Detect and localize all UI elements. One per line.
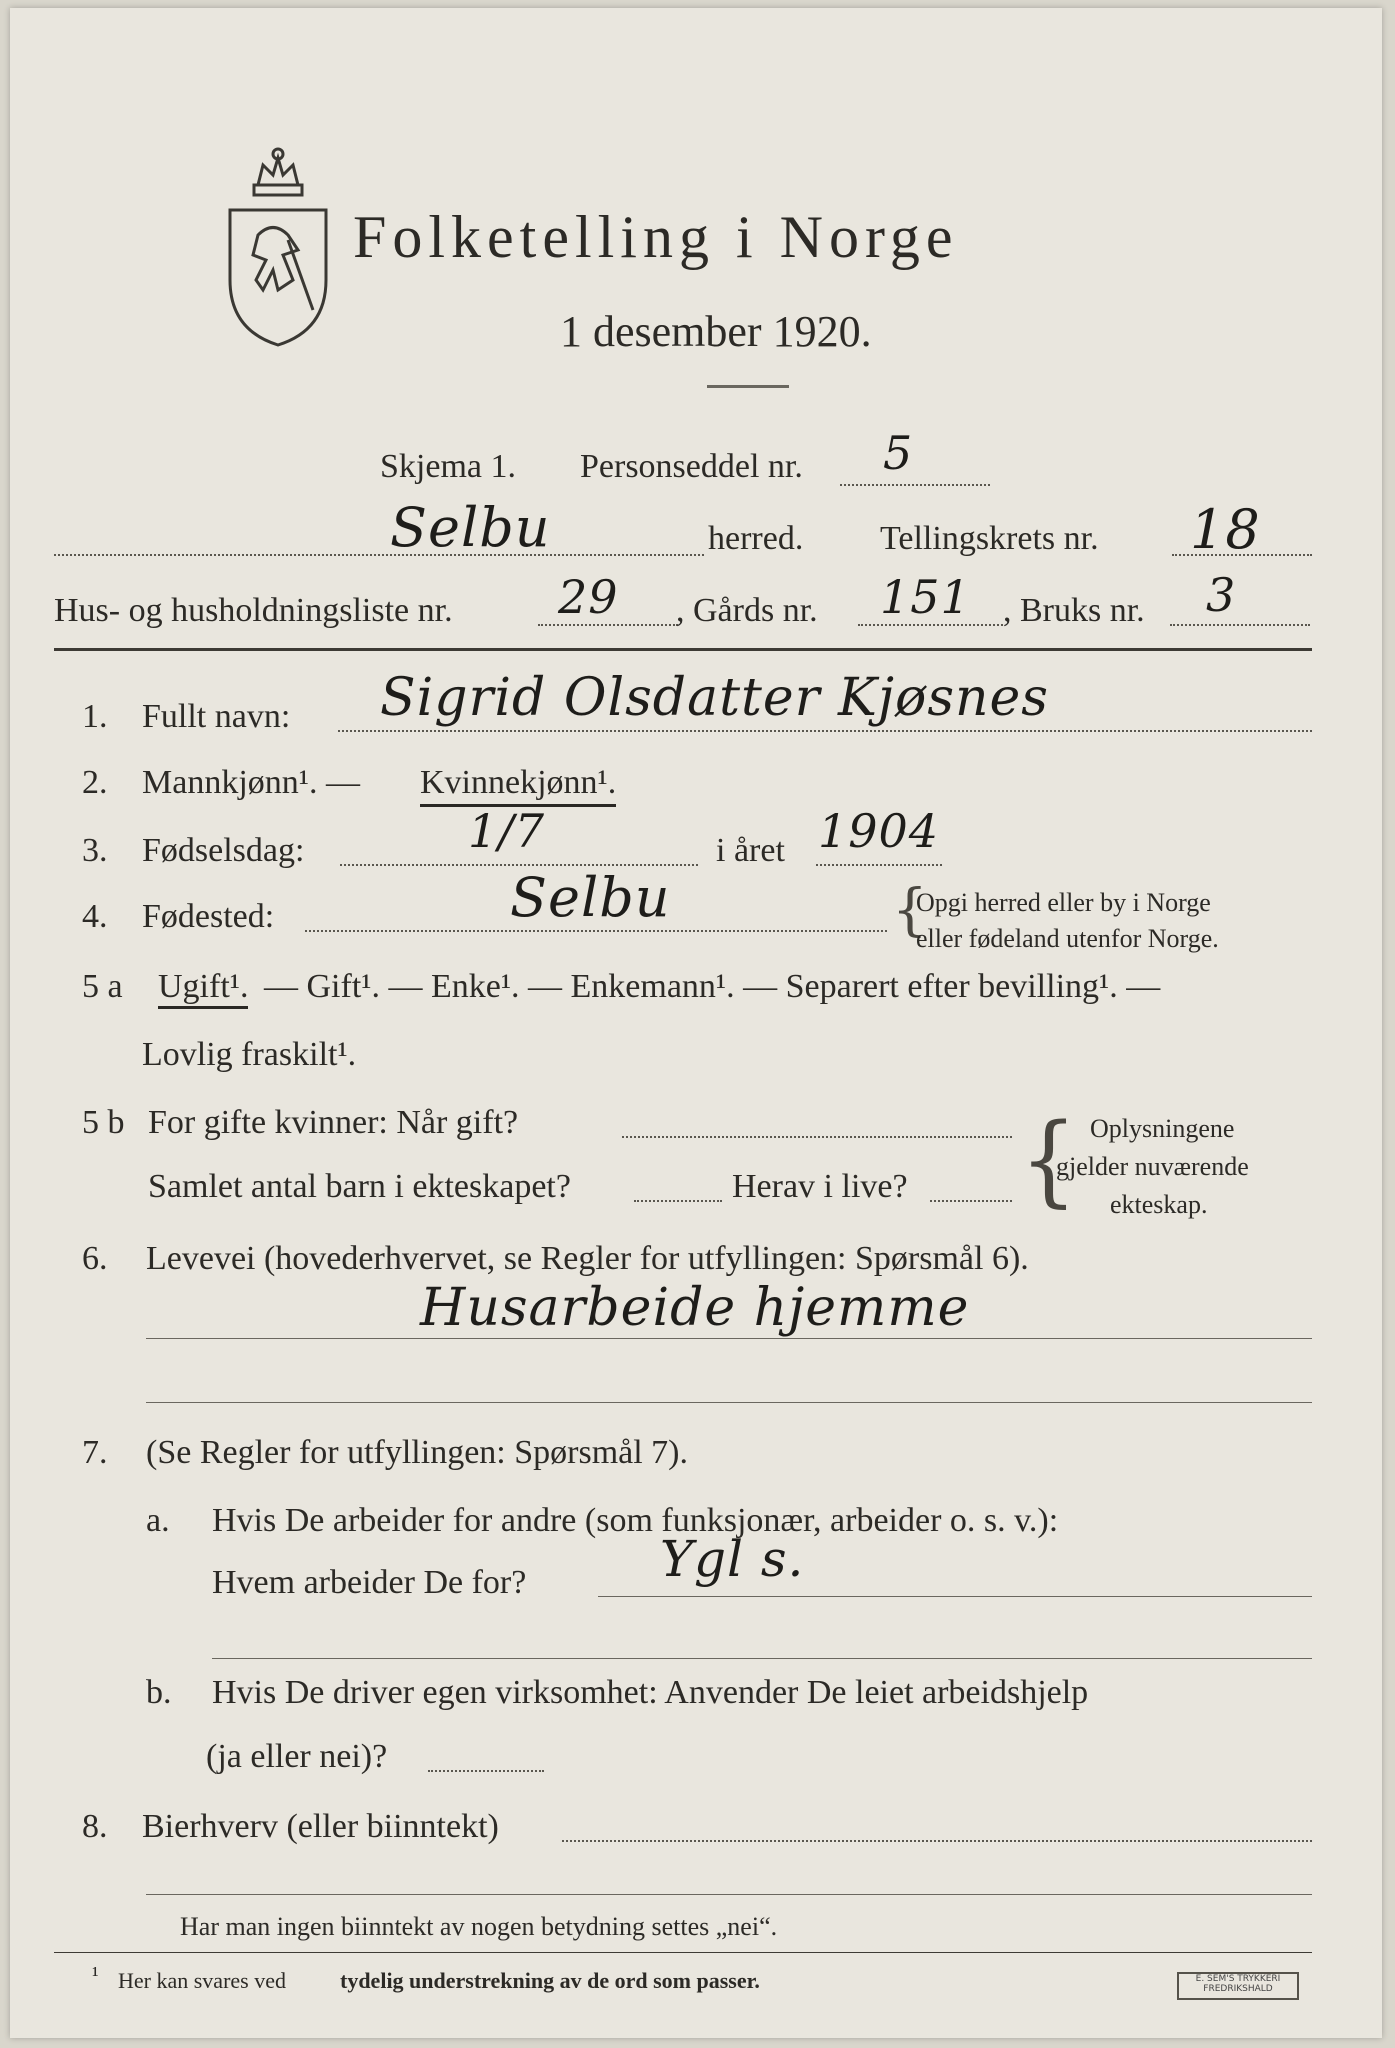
title-divider bbox=[707, 385, 789, 388]
gards-value[interactable]: 151 bbox=[880, 570, 971, 624]
q8-number: 8. bbox=[82, 1808, 108, 1845]
census-form-page: Folketelling i Norge 1 desember 1920. Skjema 1. Personseddel nr. 5 Selbu herred. Tellingskrets nr. 18 Hus- og husholdningsliste nr. 29 , Gårds nr. 151 , Bruks nr. 3 1. Fullt navn: Sigrid Olsdatter Kjøsnes 2. Mannkjønn¹. — Kvinnekjønn¹. 3. Fødselsdag: 1/7 i året 1904 4. Fødested: Selbu { Opgi herred eller by i Norge eller fødeland utenfor Norge. 5 a Ugift¹. — Gift¹. — Enke¹. — Enkemann¹. — Separert efter bevilling¹. — Lovlig fraskilt¹. 5 b For gifte kvinner: Når gift? Samlet antal barn i ekteskapet? Herav i live? { Oplysningene gjelder nuværende ekteskap. 6. Levevei (hovederhvervet, se Regler for utfyllingen: Spørsmål 6). Husarbeide hjemme 7. (Se Regler for utfyllingen: Spørsmål 7). a. Hvis De arbeider for andre (som funksjonær, arbeider o. s. v.): Hvem arbeider De for? Ygl s. b. Hvis De driver egen virksomhet: Anvender De leiet arbeidshjelp (ja eller nei)? 8. Bierhverv (eller biinntekt) Har man ingen biinntekt av nogen betydning settes „nei“. ¹ Her kan svares ved tydelig understrekning av de ord som passer. E. SEM'S TRYKKERI FREDRIKSHALD bbox=[10, 8, 1382, 2038]
herred-value[interactable]: Selbu bbox=[390, 496, 551, 559]
marriage-note-3: ekteskap. bbox=[1110, 1190, 1208, 1219]
bruks-label: , Bruks nr. bbox=[1003, 592, 1145, 629]
marriage-note-1: Oplysningene bbox=[1090, 1114, 1235, 1143]
q1-number: 1. bbox=[82, 698, 108, 735]
bruks-value[interactable]: 3 bbox=[1206, 568, 1237, 622]
divorced-option[interactable]: Lovlig fraskilt¹. bbox=[142, 1036, 357, 1073]
q3-label: Fødselsdag: bbox=[142, 832, 305, 869]
birthplace-note-2: eller fødeland utenfor Norge. bbox=[916, 924, 1219, 953]
q7b-letter: b. bbox=[146, 1674, 172, 1711]
q4-number: 4. bbox=[82, 898, 108, 935]
married-women-label: For gifte kvinner: Når gift? bbox=[148, 1104, 519, 1141]
form-title: Folketelling i Norge bbox=[353, 204, 959, 270]
full-name-value[interactable]: Sigrid Olsdatter Kjøsnes bbox=[380, 668, 1049, 728]
census-date: 1 desember 1920. bbox=[560, 307, 872, 356]
side-income-note: Har man ingen biinntekt av nogen betydning settes „nei“. bbox=[180, 1912, 778, 1941]
q5b-number: 5 b bbox=[82, 1104, 125, 1141]
tellingskrets-label: Tellingskrets nr. bbox=[880, 520, 1099, 557]
schema-number: Skjema 1. bbox=[380, 448, 516, 485]
own-business-label: Hvis De driver egen virksomhet: Anvender De leiet arbeidshjelp bbox=[212, 1674, 1089, 1711]
side-income-label: Bierhverv (eller biinntekt) bbox=[142, 1808, 499, 1845]
marital-options[interactable]: — Gift¹. — Enke¹. — Enkemann¹. — Separert efter bevilling¹. — bbox=[264, 968, 1161, 1005]
norwegian-coat-of-arms-icon bbox=[218, 140, 338, 350]
birthplace-note-1: Opgi herred eller by i Norge bbox=[916, 888, 1211, 917]
q3-year-label: i året bbox=[716, 832, 785, 869]
unmarried-option-underlined[interactable]: Ugift¹. bbox=[158, 968, 248, 1009]
herred-label: herred. bbox=[708, 520, 804, 557]
q7-label: (Se Regler for utfyllingen: Spørsmål 7). bbox=[146, 1434, 689, 1471]
birthplace-value[interactable]: Selbu bbox=[510, 866, 671, 929]
employer-value[interactable]: Ygl s. bbox=[660, 1530, 805, 1588]
children-total-label: Samlet antal barn i ekteskapet? bbox=[148, 1168, 571, 1205]
personseddel-value[interactable]: 5 bbox=[883, 426, 914, 480]
hired-help-label: (ja eller nei)? bbox=[206, 1738, 388, 1775]
household-list-label: Hus- og husholdningsliste nr. bbox=[54, 592, 453, 629]
footnote-bold-text: tydelig understrekning av de ord som passer. bbox=[340, 1968, 760, 1993]
q2-number: 2. bbox=[82, 764, 108, 801]
q3-number: 3. bbox=[82, 832, 108, 869]
birthday-value[interactable]: 1/7 bbox=[468, 804, 546, 858]
tellingskrets-value[interactable]: 18 bbox=[1190, 498, 1261, 561]
footnote-text: Her kan svares ved bbox=[118, 1968, 286, 1993]
birth-year-value[interactable]: 1904 bbox=[818, 804, 940, 858]
marriage-note-2: gjelder nuværende bbox=[1056, 1152, 1249, 1181]
female-option-underlined[interactable]: Kvinnekjønn¹. bbox=[420, 764, 616, 807]
occupation-value[interactable]: Husarbeide hjemme bbox=[420, 1278, 970, 1338]
q1-label: Fullt navn: bbox=[142, 698, 291, 735]
gards-label: , Gårds nr. bbox=[676, 592, 818, 629]
q7-number: 7. bbox=[82, 1434, 108, 1471]
male-option[interactable]: Mannkjønn¹. — bbox=[142, 764, 360, 801]
personseddel-label: Personseddel nr. bbox=[580, 448, 803, 485]
children-alive-label: Herav i live? bbox=[732, 1168, 908, 1205]
employer-label: Hvem arbeider De for? bbox=[212, 1564, 527, 1601]
q5a-number: 5 a bbox=[82, 968, 123, 1005]
q7a-letter: a. bbox=[146, 1502, 170, 1539]
q4-label: Fødested: bbox=[142, 898, 275, 935]
footnote-mark: ¹ bbox=[92, 1962, 99, 1987]
household-list-value[interactable]: 29 bbox=[558, 570, 619, 624]
header-divider bbox=[54, 648, 1312, 651]
q7a-label: Hvis De arbeider for andre (som funksjonær, arbeider o. s. v.): bbox=[212, 1502, 1059, 1539]
printer-mark: E. SEM'S TRYKKERI FREDRIKSHALD bbox=[1177, 1972, 1299, 2000]
q6-number: 6. bbox=[82, 1240, 108, 1277]
occupation-label: Levevei (hovederhvervet, se Regler for utfyllingen: Spørsmål 6). bbox=[146, 1240, 1029, 1277]
